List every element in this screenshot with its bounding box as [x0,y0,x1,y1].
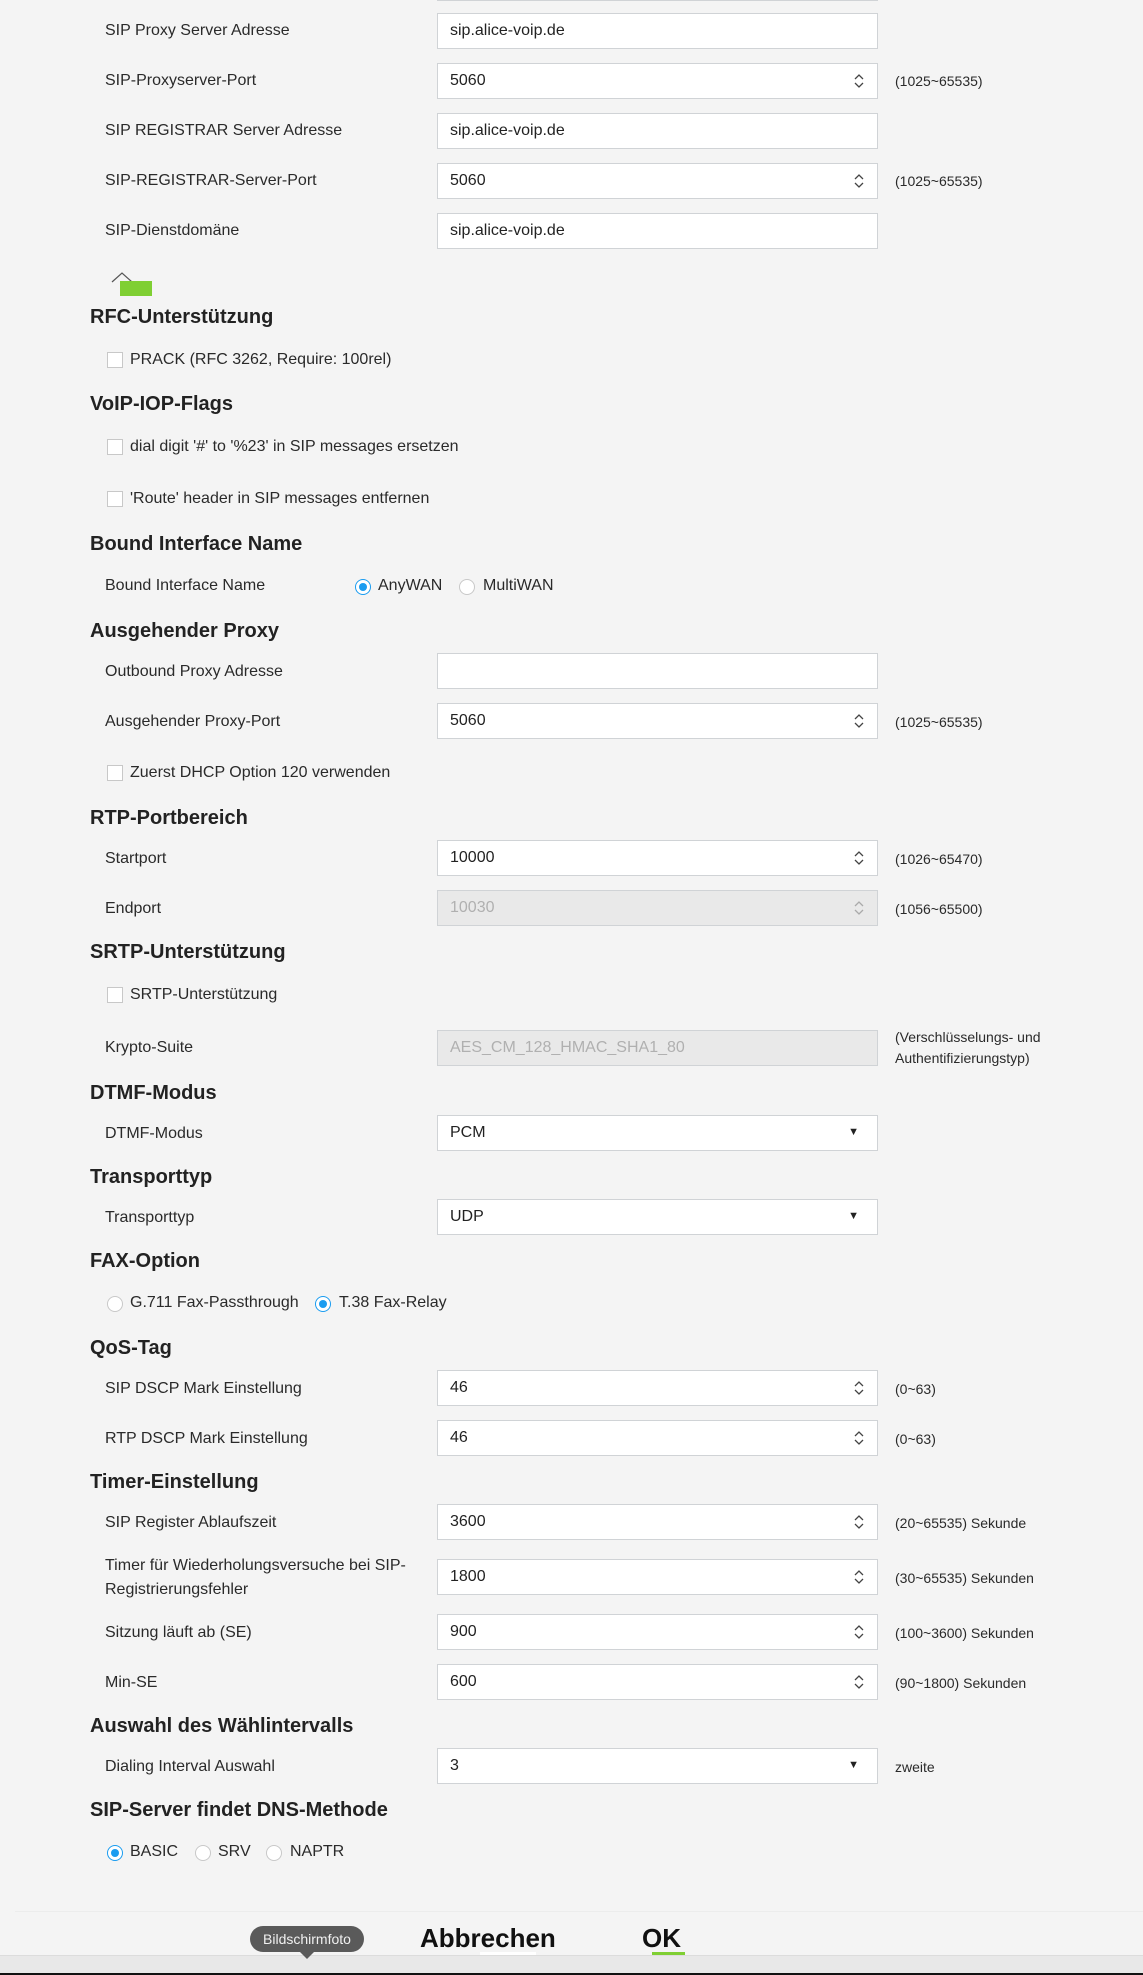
spinner-icon[interactable] [853,1428,865,1448]
radio-naptr[interactable] [266,1845,282,1861]
sip-domain-input[interactable]: sip.alice-voip.de [437,213,878,249]
rtp-start-label: Startport [105,850,167,867]
section-title-bound: Bound Interface Name [90,533,303,555]
dtmf-label: DTMF-Modus [105,1125,203,1142]
green-marker [120,281,152,296]
cancel-button[interactable]: Abbrechen [420,1923,556,1953]
dtmf-value: PCM [450,1124,486,1141]
timer-se-input[interactable] [437,1614,878,1650]
dhcp-option-label: Zuerst DHCP Option 120 verwenden [130,764,391,781]
radio-g711-label: G.711 Fax-Passthrough [130,1294,299,1311]
timer-reg-value: 3600 [450,1513,486,1530]
radio-naptr-label: NAPTR [290,1843,345,1860]
radio-t38[interactable] [315,1296,331,1312]
dial-interval-select[interactable] [437,1748,878,1784]
sip-registrar-port-label: SIP-REGISTRAR-Server-Port [105,172,317,189]
section-title-rtp: RTP-Portbereich [90,807,248,829]
iop-flag2-label: 'Route' header in SIP messages entfernen [130,490,430,507]
rtp-end-label: Endport [105,900,162,917]
sip-proxy-address-label: SIP Proxy Server Adresse [105,22,290,39]
iop-flag1-checkbox[interactable] [107,439,123,455]
bound-interface-label: Bound Interface Name [105,577,266,594]
radio-basic-label: BASIC [130,1843,179,1860]
rtp-end-input [437,890,878,926]
sip-registrar-port-value: 5060 [450,172,486,189]
rtp-dscp-value: 46 [450,1429,468,1446]
timer-minse-hint: (90~1800) Sekunden [895,1675,1027,1691]
radio-multiwan-label: MultiWAN [483,577,554,594]
screenshot-tooltip: Bildschirmfoto [250,1926,364,1952]
crypto-suite-label: Krypto-Suite [105,1039,194,1056]
timer-minse-value: 600 [450,1673,477,1690]
timer-reg-input[interactable] [437,1504,878,1540]
rtp-dscp-input[interactable] [437,1420,878,1456]
timer-retry-input[interactable] [437,1559,878,1595]
timer-se-label: Sitzung läuft ab (SE) [105,1624,252,1641]
spinner-icon[interactable] [853,1512,865,1532]
dial-interval-unit: zweite [895,1759,935,1775]
rtp-start-value: 10000 [450,849,495,866]
spinner-icon[interactable] [853,1622,865,1642]
radio-srv-label: SRV [218,1843,251,1860]
section-title-fax: FAX-Option [90,1250,200,1272]
section-title-qos: QoS-Tag [90,1337,172,1359]
outbound-address-label: Outbound Proxy Adresse [105,663,283,680]
spinner-icon[interactable] [853,71,865,91]
sip-proxy-port-value: 5060 [450,72,486,89]
ok-button[interactable]: OK [642,1923,681,1953]
spinner-icon[interactable] [853,1672,865,1692]
section-title-outbound: Ausgehender Proxy [90,620,279,642]
rtp-end-hint: (1056~65500) [895,901,983,917]
radio-basic[interactable] [107,1845,123,1861]
crypto-suite-hint-line1: (Verschlüsselungs- und [895,1029,1041,1045]
sip-proxy-address-input[interactable]: sip.alice-voip.de [437,13,878,49]
transport-value: UDP [450,1208,484,1225]
prack-checkbox[interactable] [107,352,123,368]
section-title-dtmf: DTMF-Modus [90,1082,217,1104]
spinner-icon[interactable] [853,711,865,731]
prack-label: PRACK (RFC 3262, Require: 100rel) [130,351,392,368]
section-title-timer: Timer-Einstellung [90,1471,259,1493]
section-title-iop: VoIP-IOP-Flags [90,393,233,415]
timer-se-hint: (100~3600) Sekunden [895,1625,1034,1641]
timer-retry-hint: (30~65535) Sekunden [895,1570,1034,1586]
srtp-checkbox[interactable] [107,987,123,1003]
previous-field-edge [437,0,878,1]
spinner-icon [853,898,865,918]
dial-interval-label: Dialing Interval Auswahl [105,1758,275,1775]
timer-reg-label: SIP Register Ablaufszeit [105,1514,277,1531]
spinner-icon[interactable] [853,848,865,868]
timer-retry-value: 1800 [450,1568,486,1585]
crypto-suite-input: AES_CM_128_HMAC_SHA1_80 [437,1030,878,1066]
sip-domain-label: SIP-Dienstdomäne [105,222,240,239]
sip-dscp-value: 46 [450,1379,468,1396]
rtp-dscp-label: RTP DSCP Mark Einstellung [105,1430,308,1447]
sip-proxy-port-hint: (1025~65535) [895,73,983,89]
sip-registrar-port-hint: (1025~65535) [895,173,983,189]
transport-select[interactable] [437,1199,878,1235]
sip-registrar-address-label: SIP REGISTRAR Server Adresse [105,122,343,139]
radio-g711[interactable] [107,1296,123,1312]
sip-registrar-port-input[interactable] [437,163,878,199]
dhcp-option-checkbox[interactable] [107,765,123,781]
section-title-dns: SIP-Server findet DNS-Methode [90,1799,388,1821]
bottom-bar [0,1955,1143,1974]
section-title-rfc: RFC-Unterstützung [90,306,274,328]
dtmf-select[interactable] [437,1115,878,1151]
srtp-checkbox-label: SRTP-Unterstützung [130,986,278,1003]
transport-label: Transporttyp [105,1209,195,1226]
radio-anywan[interactable] [355,579,371,595]
radio-multiwan[interactable] [459,579,475,595]
dropdown-caret-icon: ▼ [848,1126,859,1138]
sip-dscp-hint: (0~63) [895,1381,936,1397]
rtp-end-value: 10030 [450,899,495,916]
spinner-icon[interactable] [853,1567,865,1587]
outbound-address-input[interactable] [437,653,878,689]
radio-srv[interactable] [195,1845,211,1861]
spinner-icon[interactable] [853,1378,865,1398]
dropdown-caret-icon: ▼ [848,1759,859,1771]
collapse-toggle[interactable] [111,271,155,297]
dial-interval-value: 3 [450,1757,459,1774]
outbound-port-label: Ausgehender Proxy-Port [105,713,281,730]
footer-divider [15,1911,1143,1912]
sip-registrar-address-input[interactable]: sip.alice-voip.de [437,113,878,149]
rtp-start-hint: (1026~65470) [895,851,983,867]
spinner-icon[interactable] [853,171,865,191]
timer-reg-hint: (20~65535) Sekunde [895,1515,1027,1531]
sip-proxy-port-label: SIP-Proxyserver-Port [105,72,257,89]
section-title-dial: Auswahl des Wählintervalls [90,1715,354,1737]
section-title-srtp: SRTP-Unterstützung [90,941,286,963]
iop-flag2-checkbox[interactable] [107,491,123,507]
timer-retry-label: Timer für Wiederholungsversuche bei SIP-Registrierungsfehler [105,1557,406,1598]
sip-dscp-label: SIP DSCP Mark Einstellung [105,1380,302,1397]
sip-dscp-input[interactable] [437,1370,878,1406]
section-title-transport: Transporttyp [90,1166,213,1188]
timer-minse-label: Min-SE [105,1674,158,1691]
dropdown-caret-icon: ▼ [848,1210,859,1222]
radio-anywan-label: AnyWAN [378,577,443,594]
outbound-port-hint: (1025~65535) [895,714,983,730]
outbound-port-value: 5060 [450,712,486,729]
iop-flag1-label: dial digit '#' to '%23' in SIP messages ersetzen [130,438,459,455]
radio-t38-label: T.38 Fax-Relay [339,1294,447,1311]
timer-minse-input[interactable] [437,1664,878,1700]
sip-proxy-port-input[interactable] [437,63,878,99]
rtp-dscp-hint: (0~63) [895,1431,936,1447]
crypto-suite-hint-line2: Authentifizierungstyp) [895,1050,1030,1066]
rtp-start-input[interactable] [437,840,878,876]
timer-se-value: 900 [450,1623,477,1640]
outbound-port-input[interactable] [437,703,878,739]
